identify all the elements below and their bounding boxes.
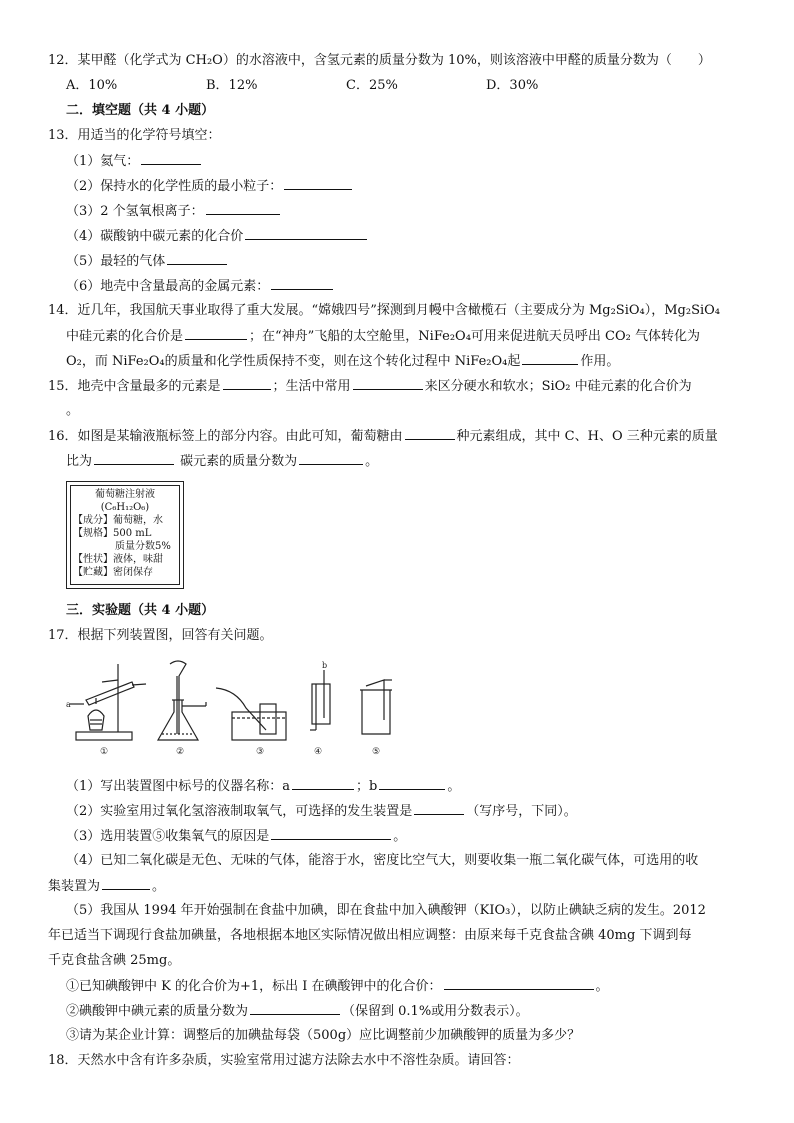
q17-sub-3: ③请为某企业计算：调整后的加碘盐每袋（500g）应比调整前少加碘酸钾的质量为多少？ — [66, 1028, 581, 1043]
answer-blank[interactable] — [444, 977, 594, 990]
q13-item-1: （1）氦气： — [66, 152, 203, 171]
q16-line-2: 比为 碳元素的质量分数为 。 — [66, 454, 379, 469]
label-storage: 【贮藏】密闭保存 — [73, 567, 153, 578]
answer-blank[interactable] — [379, 777, 445, 790]
q17-part-5-line-3: 千克食盐含碘 25mg。 — [48, 953, 181, 968]
q12-option-a[interactable]: A．10% — [66, 78, 118, 93]
answer-blank[interactable] — [250, 1002, 340, 1015]
apparatus-label-b: b — [322, 661, 328, 670]
q13-item-4: （4）碳酸钠中碳元素的化合价 — [66, 227, 369, 246]
q17-part-4-line-1: （4）已知二氧化碳是无色、无味的气体，能溶于水，密度比空气大，则要收集一瓶二氧化碳气体，可选用的收 — [66, 853, 699, 868]
q14-line-1: 14．近几年，我国航天事业取得了重大发展。“嫦娥四号”探测到月幔中含橄榄石（主要成分为 Mg₂SiO₄），Mg₂SiO₄ — [48, 303, 721, 318]
answer-blank[interactable] — [94, 452, 174, 465]
label-spec: 【规格】500 mL — [73, 528, 152, 539]
apparatus-2-conical-flask — [158, 661, 206, 740]
apparatus-3-water-trough — [216, 688, 286, 740]
label-title: 葡萄糖注射液 — [95, 489, 155, 500]
apparatus-4-gas-collection — [310, 670, 330, 730]
q17-sub-2: ②碘酸钾中碘元素的质量分数为 （保留到 0.1%或用分数表示）。 — [66, 1004, 529, 1019]
answer-blank[interactable] — [522, 352, 578, 365]
q13-item-3: （3）2 个氢氧根离子： — [66, 202, 282, 221]
q14-line-2: 中硅元素的化合价是 ；在“神舟”飞船的太空舱里，NiFe₂O₄可用来促进航天员呼出 CO₂ 气体转化为 — [66, 329, 701, 344]
q13-item-2: （2）保持水的化学性质的最小粒子： — [66, 177, 354, 196]
q13-item-6: （6）地壳中含量最高的金属元素： — [66, 277, 335, 296]
q17-part-1: （1）写出装置图中标号的仪器名称：a ；b 。 — [66, 779, 461, 794]
q18-stem: 18．天然水中含有许多杂质，实验室常用过滤方法除去水中不溶性杂质。请回答： — [48, 1053, 520, 1068]
q12-option-d[interactable]: D．30% — [486, 78, 539, 93]
q17-part-4-line-2: 集装置为 。 — [48, 879, 166, 894]
q17-part-5-line-1: （5）我国从 1994 年开始强制在食盐中加碘，即在食盐中加入碘酸钾（KIO₃），以防止碘缺乏病的发生。2012 — [66, 903, 706, 918]
answer-blank[interactable] — [299, 452, 363, 465]
answer-blank[interactable] — [271, 277, 333, 290]
answer-blank[interactable] — [185, 327, 247, 340]
apparatus-label-a: a — [66, 700, 71, 709]
q12-options — [66, 77, 626, 95]
q17-stem: 17．根据下列装置图，回答有关问题。 — [48, 628, 273, 643]
label-property: 【性状】液体，味甜 — [73, 554, 163, 565]
q12-option-b[interactable]: B．12% — [206, 78, 258, 93]
q17-part-3: （3）选用装置⑤收集氧气的原因是 。 — [66, 829, 407, 844]
answer-blank[interactable] — [206, 202, 280, 215]
apparatus-mark-3: ③ — [256, 747, 265, 757]
infusion-label-figure — [66, 481, 184, 589]
apparatus-mark-2: ② — [176, 747, 185, 757]
q12-option-c[interactable]: C．25% — [346, 78, 398, 93]
apparatus-1-heating — [70, 664, 146, 740]
q15-line-2: 。 — [66, 403, 80, 418]
q17-part-2: （2）实验室用过氧化氢溶液制取氧气，可选择的发生装置是 （写序号，下同）。 — [66, 804, 577, 819]
apparatus-mark-4: ④ — [314, 747, 323, 757]
answer-blank[interactable] — [405, 427, 455, 440]
answer-blank[interactable] — [353, 377, 423, 390]
answer-blank[interactable] — [292, 777, 354, 790]
label-mass-fraction: 质量分数5% — [115, 541, 171, 552]
q15-line-1: 15．地壳中含量最多的元素是 ；生活中常用 来区分硬水和软水；SiO₂ 中硅元素的化合价为 — [48, 379, 692, 394]
answer-blank[interactable] — [271, 827, 391, 840]
answer-blank[interactable] — [245, 227, 367, 240]
section-2-heading: 二．填空题（共 4 小题） — [66, 103, 215, 118]
apparatus-5-gas-jar — [360, 680, 392, 734]
answer-blank[interactable] — [284, 177, 352, 190]
q13-item-5: （5）最轻的气体 — [66, 252, 229, 271]
answer-blank[interactable] — [223, 377, 271, 390]
answer-blank[interactable] — [167, 252, 227, 265]
apparatus-figure — [66, 660, 406, 762]
q17-part-5-line-2: 年已适当下调现行食盐加碘量，各地根据本地区实际情况做出相应调整：由原来每千克食盐含碘 40mg 下调到每 — [48, 928, 692, 943]
q16-line-1: 16．如图是某输液瓶标签上的部分内容。由此可知，葡萄糖由 种元素组成，其中 C、H、O 三种元素的质量 — [48, 429, 718, 444]
q12-stem: 12．某甲醛（化学式为 CH₂O）的水溶液中，含氢元素的质量分数为 10%，则该溶液中甲醛的质量分数为（ ） — [48, 53, 711, 68]
answer-blank[interactable] — [102, 877, 150, 890]
label-ingredients: 【成分】葡萄糖，水 — [73, 515, 163, 526]
label-formula: (C₆H₁₂O₆) — [100, 502, 150, 513]
apparatus-mark-5: ⑤ — [372, 747, 381, 757]
section-3-heading: 三．实验题（共 4 小题） — [66, 603, 215, 618]
q13-stem: 13．用适当的化学符号填空： — [48, 128, 221, 143]
apparatus-mark-1: ① — [100, 747, 109, 757]
answer-blank[interactable] — [414, 802, 464, 815]
q17-sub-1: ①已知碘酸钾中 K 的化合价为+1，标出 I 在碘酸钾中的化合价： 。 — [66, 979, 609, 994]
answer-blank[interactable] — [141, 152, 201, 165]
q14-line-3: O₂，而 NiFe₂O₄的质量和化学性质保持不变，则在这个转化过程中 NiFe₂O₄起 作用。 — [66, 354, 620, 369]
